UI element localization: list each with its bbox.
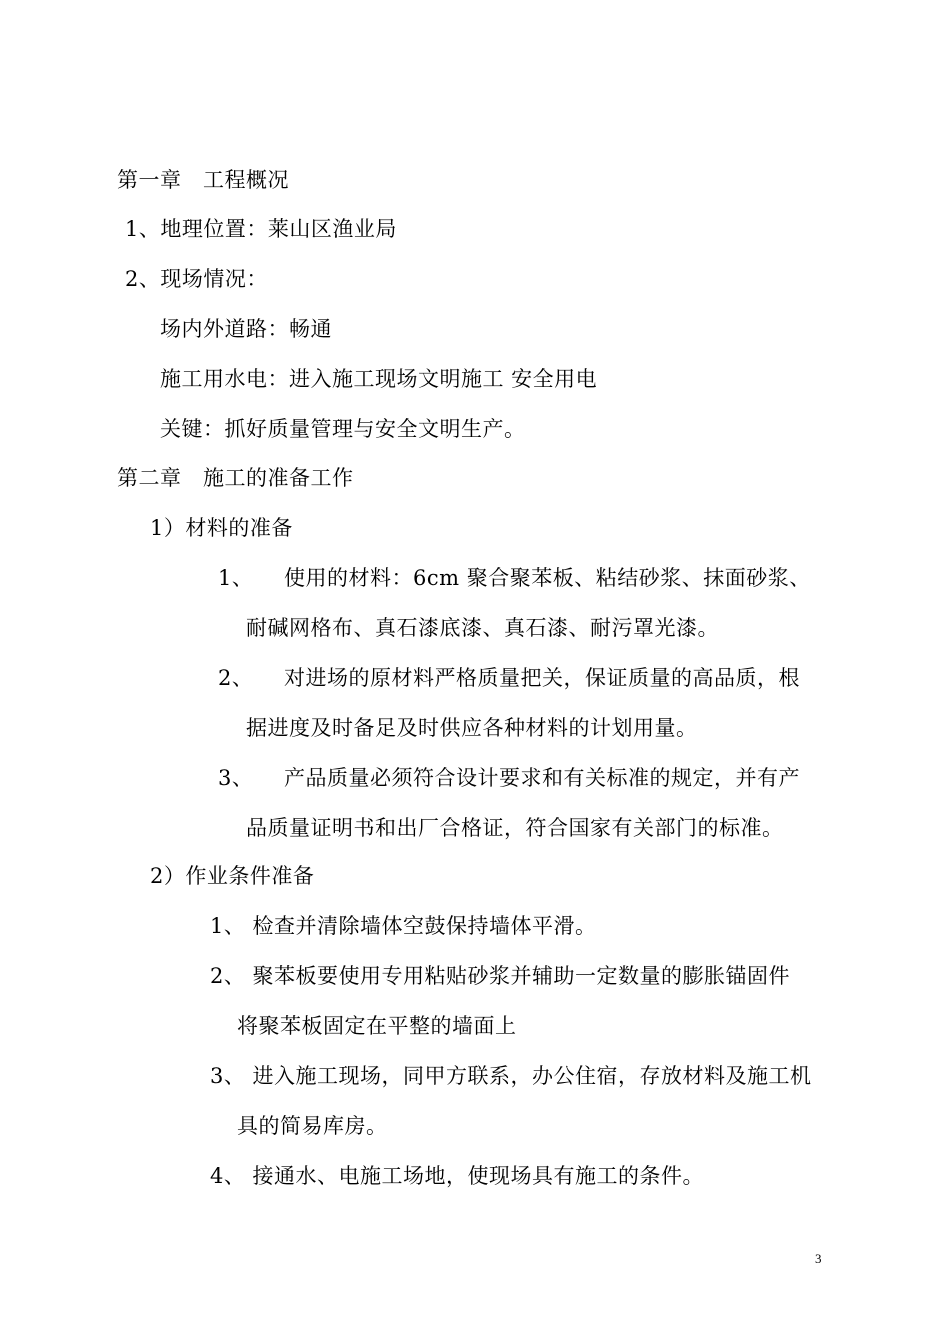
page-number: 3 bbox=[815, 1251, 822, 1266]
conditions-section-title: 2）作业条件准备 bbox=[150, 864, 315, 888]
materials-section-title: 1）材料的准备 bbox=[150, 516, 293, 540]
materials-item-1-line-2: 耐碱网格布、真石漆底漆、真石漆、耐污罩光漆。 bbox=[246, 616, 719, 640]
chapter-2-heading: 第二章 施工的准备工作 bbox=[117, 466, 354, 490]
materials-item-3-line-1: 产品质量必须符合设计要求和有关标准的规定，并有产 bbox=[284, 766, 800, 790]
conditions-item-2-line-1: 2、 聚苯板要使用专用粘贴砂浆并辅助一定数量的膨胀锚固件 bbox=[210, 964, 791, 988]
materials-item-2-line-2: 据进度及时备足及时供应各种材料的计划用量。 bbox=[246, 716, 698, 740]
conditions-item-4: 4、 接通水、电施工场地，使现场具有施工的条件。 bbox=[210, 1164, 705, 1188]
site-water-power: 施工用水电：进入施工现场文明施工 安全用电 bbox=[160, 367, 598, 391]
materials-item-3-number: 3、 bbox=[218, 766, 254, 790]
materials-item-2-line-1: 对进场的原材料严格质量把关，保证质量的高品质，根 bbox=[284, 666, 800, 690]
site-roads: 场内外道路：畅通 bbox=[160, 317, 332, 341]
chapter-1-heading: 第一章 工程概况 bbox=[117, 168, 289, 192]
site-key-points: 关键：抓好质量管理与安全文明生产。 bbox=[160, 417, 526, 441]
conditions-item-1: 1、 检查并清除墙体空鼓保持墙体平滑。 bbox=[210, 914, 597, 938]
geographic-location: 1、地理位置：莱山区渔业局 bbox=[125, 217, 397, 241]
materials-item-3-line-2: 品质量证明书和出厂合格证，符合国家有关部门的标准。 bbox=[246, 816, 784, 840]
conditions-item-3-line-2: 具的简易库房。 bbox=[237, 1114, 388, 1138]
materials-item-1-line-1: 使用的材料：6cm 聚合聚苯板、粘结砂浆、抹面砂浆、 bbox=[284, 566, 811, 590]
materials-item-1-number: 1、 bbox=[218, 566, 254, 590]
site-conditions-label: 2、现场情况： bbox=[125, 267, 268, 291]
conditions-item-2-line-2: 将聚苯板固定在平整的墙面上 bbox=[237, 1014, 517, 1038]
conditions-item-3-line-1: 3、 进入施工现场，同甲方联系，办公住宿，存放材料及施工机 bbox=[210, 1064, 812, 1088]
materials-item-2-number: 2、 bbox=[218, 666, 254, 690]
